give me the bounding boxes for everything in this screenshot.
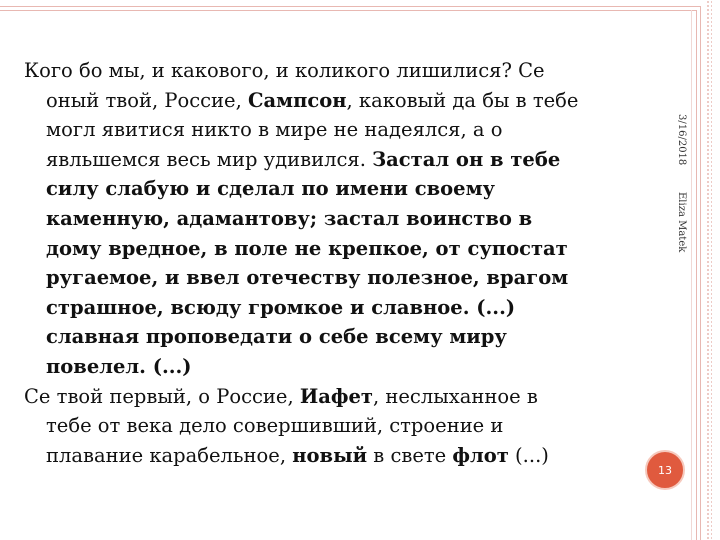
slide-body xyxy=(24,56,584,470)
page-number-badge: 13 xyxy=(645,450,685,490)
slide-author: Eliza Matek xyxy=(676,192,687,253)
bold-text: флот xyxy=(452,443,509,467)
sidebar-divider xyxy=(691,10,692,540)
text: в свете xyxy=(367,443,453,467)
slide-date: 3/16/2018 xyxy=(676,114,687,166)
bold-text: Застал он в тебе силу слабую и сделал по имени своему каменную, адамантову; застал воинство в дому вредное, в поле не крепкое, от супостат ругаемое, и ввел отечеству полезное, врагом страшное, всюду громкое и славное. (...) славная проповедати о себе всему миру повелел. (...) xyxy=(46,147,569,378)
bold-text: Сампсон xyxy=(248,88,347,112)
bold-text: новый xyxy=(292,443,368,467)
text: Кого бо мы, и какового, и коликого лишилися? Се оный твой, Россие, xyxy=(24,59,545,112)
text: , каковый да бы в тебе могл явитися никто в мире не надеялся, а о явльшемся весь мир удивился. xyxy=(46,88,579,171)
frame-dotted-border xyxy=(706,0,712,540)
text: (...) xyxy=(508,443,549,467)
bold-text: Иафет xyxy=(299,384,373,408)
text: , неслыханное в тебе от века дело совершивший, строение и плавание карабельное, xyxy=(46,384,538,467)
frame-line-top-inner xyxy=(0,10,696,11)
paragraph-samson xyxy=(24,56,584,382)
text: Се твой первый, о Россие, xyxy=(24,384,300,408)
frame-line-right-inner xyxy=(696,10,697,540)
frame-line-top-outer xyxy=(0,6,700,7)
frame-line-right-outer xyxy=(700,6,701,540)
paragraph-japheth xyxy=(24,382,584,471)
